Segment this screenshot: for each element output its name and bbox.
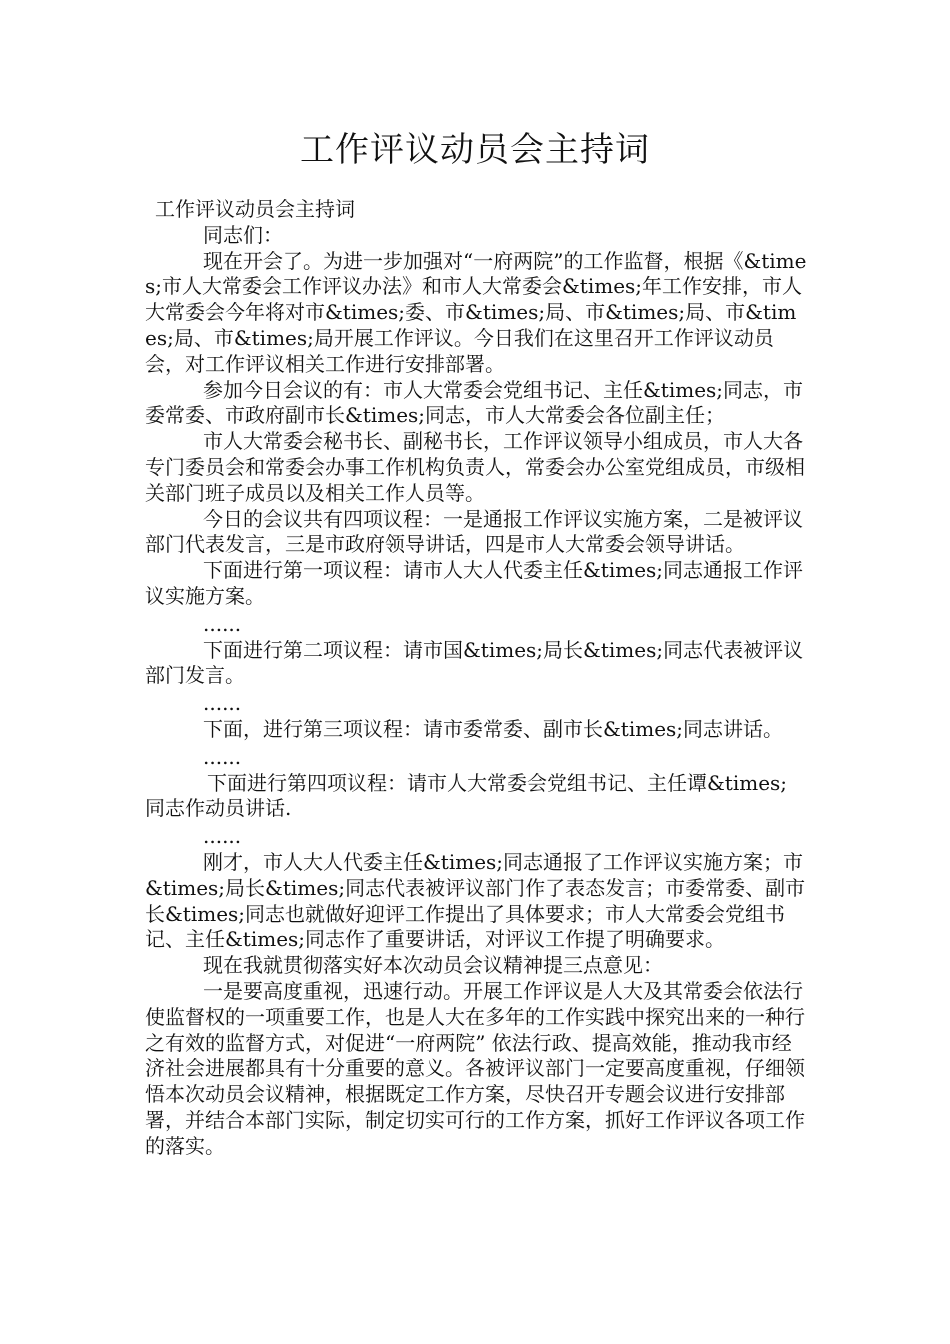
paragraph-agenda: 今日的会议共有四项议程：一是通报工作评议实施方案，二是被评议部门代表发言，三是市政府领导讲话，四是市人大常委会领导讲话。 <box>145 506 803 557</box>
ellipsis-4: ...... <box>203 824 242 849</box>
document-subtitle: 工作评议动员会主持词 <box>155 197 355 221</box>
paragraph-agenda-item-3: 下面，进行第三项议程：请市委常委、副市长&times;同志讲话。 <box>203 716 784 741</box>
paragraph-salutation: 同志们： <box>203 222 283 247</box>
paragraph-summary: 刚才，市人大人代委主任&times;同志通报了工作评议实施方案；市&times;局长&times;同志代表被评议部门作了表态发言；市委常委、副市长&times;同志也就做好迎评工作提出了具体要求；市人大常委会党组书记、主任&times;同志作了重要讲话，对评议工作提了明确要求。 <box>145 849 806 952</box>
ellipsis-1: ...... <box>203 611 242 636</box>
paragraph-point-1: 一是要高度重视，迅速行动。开展工作评议是人大及其常委会依法行使监督权的一项重要工作，也是人大在多年的工作实践中探究出来的一种行之有效的监督方式，对促进“一府两院” 依法行政、提高效能，推动我市经济社会进展都具有十分重要的意义。各被评议部门一定要高度重视，仔细领悟本次动员会议精神，根据既定工作方案，尽快召开专题会议进行安排部署，并结合本部门实际，制定切实可行的工作方案，抓好工作评议各项工作的落实。 <box>145 978 805 1158</box>
paragraph-attendees-continued: 市人大常委会秘书长、副秘书长，工作评议领导小组成员，市人大各专门委员会和常委会办事工作机构负责人，常委会办公室党组成员，市级相关部门班子成员以及相关工作人员等。 <box>145 429 805 505</box>
paragraph-agenda-item-4: 下面进行第四项议程：请市人大常委会党组书记、主任谭&times;同志作动员讲话. <box>145 770 788 821</box>
ellipsis-3: ...... <box>203 744 242 769</box>
paragraph-agenda-item-2: 下面进行第二项议程：请市国&times;局长&times;同志代表被评议部门发言。 <box>145 637 804 688</box>
paragraph-opening: 现在开会了。为进一步加强对“一府两院”的工作监督，根据《&times;市人大常委会工作评议办法》和市人大常委会&times;年工作安排，市人大常委会今年将对市&times;委、市&times;局、市&times;局、市&times;局、市&times;局开展工作评议。今日我们在这里召开工作评议动员会，对工作评议相关工作进行安排部署。 <box>145 248 807 376</box>
ellipsis-2: ...... <box>203 691 242 716</box>
paragraph-agenda-item-1: 下面进行第一项议程：请市人大人代委主任&times;同志通报工作评议实施方案。 <box>145 558 804 608</box>
paragraph-attendees: 参加今日会议的有：市人大常委会党组书记、主任&times;同志，市委常委、市政府副市长&times;同志，市人大常委会各位副主任； <box>145 377 804 428</box>
paragraph-three-points: 现在我就贯彻落实好本次动员会议精神提三点意见： <box>203 953 663 978</box>
document-body <box>145 197 807 1159</box>
document-title: 工作评议动员会主持词 <box>300 130 650 170</box>
